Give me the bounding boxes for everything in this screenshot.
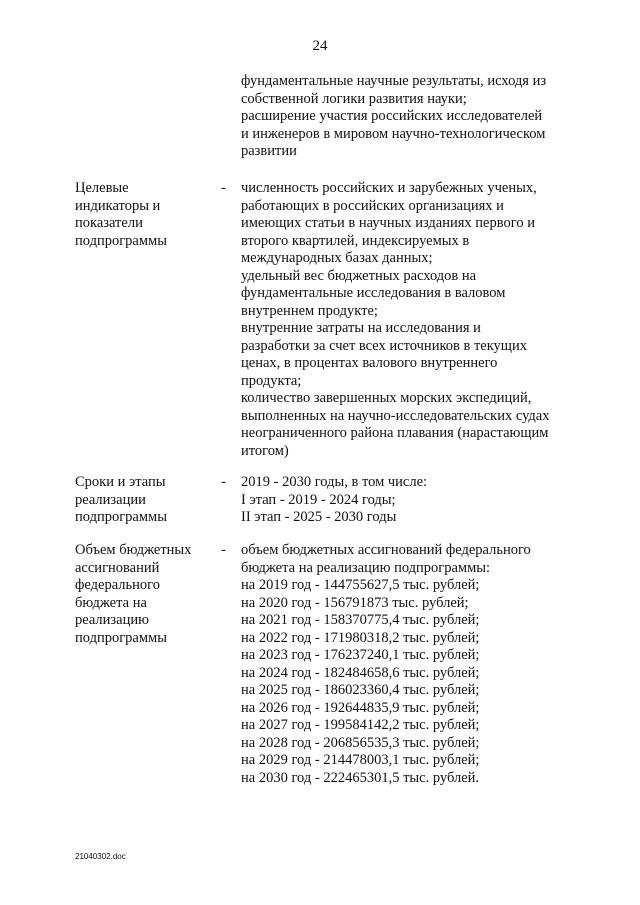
intro-text: [241, 73, 586, 161]
file-name-footer: 21040302.doc: [75, 852, 126, 861]
text-line: и инженеров в мировом научно-технологическом: [241, 125, 546, 142]
text-line: работающих в российских организациях и: [241, 197, 504, 214]
text-line: на 2023 год - 176237240,1 тыс. рублей;: [241, 647, 480, 663]
text-line: международных базах данных;: [241, 250, 433, 266]
text-line: на 2022 год - 171980318,2 тыс. рублей;: [241, 629, 480, 646]
text-line: на 2021 год - 158370775,4 тыс. рублей;: [241, 612, 480, 628]
text-line: ценах, в процентах валового внутреннего: [241, 355, 498, 371]
label-line: реализацию: [75, 612, 149, 628]
separator-dash: -: [221, 542, 226, 558]
section-label: [75, 474, 215, 527]
label-line: бюджета на: [75, 594, 147, 611]
separator-dash: -: [221, 474, 226, 490]
text-line: численность российских и зарубежных ученых,: [241, 180, 537, 196]
text-line: II этап - 2025 - 2030 годы: [241, 509, 397, 525]
text-line: второго квартилей, индексируемых в: [241, 232, 470, 249]
text-line: на 2027 год - 199584142,2 тыс. рублей;: [241, 717, 480, 733]
text-line: развитии: [241, 143, 297, 159]
text-line: фундаментальные исследования в валовом: [241, 285, 506, 301]
text-line: на 2026 год - 192644835,9 тыс. рублей;: [241, 699, 480, 716]
label-line: федерального: [75, 577, 160, 593]
section-label: [75, 542, 215, 647]
label-line: подпрограммы: [75, 629, 167, 646]
text-line: количество завершенных морских экспедиций,: [241, 390, 532, 406]
text-line: объем бюджетных ассигнований федерального: [241, 542, 531, 558]
text-line: расширение участия российских исследователей: [241, 108, 543, 124]
text-line: удельный вес бюджетных расходов на: [241, 267, 477, 284]
label-line: реализации: [75, 491, 146, 508]
text-line: 2019 - 2030 годы, в том числе:: [241, 474, 428, 490]
text-line: имеющих статьи в научных изданиях первого и: [241, 215, 535, 231]
text-line: внутренние затраты на исследования и: [241, 320, 481, 336]
text-line: неограниченного района плавания (нарастающим: [241, 425, 549, 441]
text-line: I этап - 2019 - 2024 годы;: [241, 491, 396, 508]
text-line: выполненных на научно-исследовательских судах: [241, 407, 550, 424]
label-line: ассигнований: [75, 559, 160, 576]
text-line: итогом): [241, 442, 289, 459]
section-value: [241, 474, 586, 527]
label-line: индикаторы и: [75, 197, 161, 214]
text-line: на 2019 год - 144755627,5 тыс. рублей;: [241, 577, 480, 593]
label-line: показатели: [75, 215, 143, 231]
label-line: Объем бюджетных: [75, 542, 192, 558]
text-line: продукта;: [241, 372, 302, 389]
text-line: на 2030 год - 222465301,5 тыс. рублей.: [241, 769, 480, 786]
page-number: 24: [312, 38, 328, 54]
text-line: внутреннем продукте;: [241, 302, 378, 319]
label-line: подпрограммы: [75, 509, 167, 525]
section-label: [75, 180, 215, 250]
text-line: разработки за счет всех источников в текущих: [241, 337, 527, 354]
separator-dash: -: [221, 180, 226, 196]
text-line: на 2029 год - 214478003,1 тыс. рублей;: [241, 752, 480, 768]
text-line: на 2025 год - 186023360,4 тыс. рублей;: [241, 682, 480, 698]
section-value: [241, 180, 586, 460]
text-line: бюджета на реализацию подпрограммы:: [241, 559, 491, 576]
text-line: на 2024 год - 182484658,6 тыс. рублей;: [241, 664, 480, 681]
label-line: подпрограммы: [75, 232, 167, 249]
section-value: [241, 542, 586, 787]
text-line: фундаментальные научные результаты, исходя из: [241, 73, 547, 89]
label-line: Целевые: [75, 180, 129, 196]
text-line: собственной логики развития науки;: [241, 90, 467, 107]
label-line: Сроки и этапы: [75, 474, 166, 490]
text-line: на 2028 год - 206856535,3 тыс. рублей;: [241, 734, 480, 751]
text-line: на 2020 год - 156791873 тыс. рублей;: [241, 594, 469, 611]
